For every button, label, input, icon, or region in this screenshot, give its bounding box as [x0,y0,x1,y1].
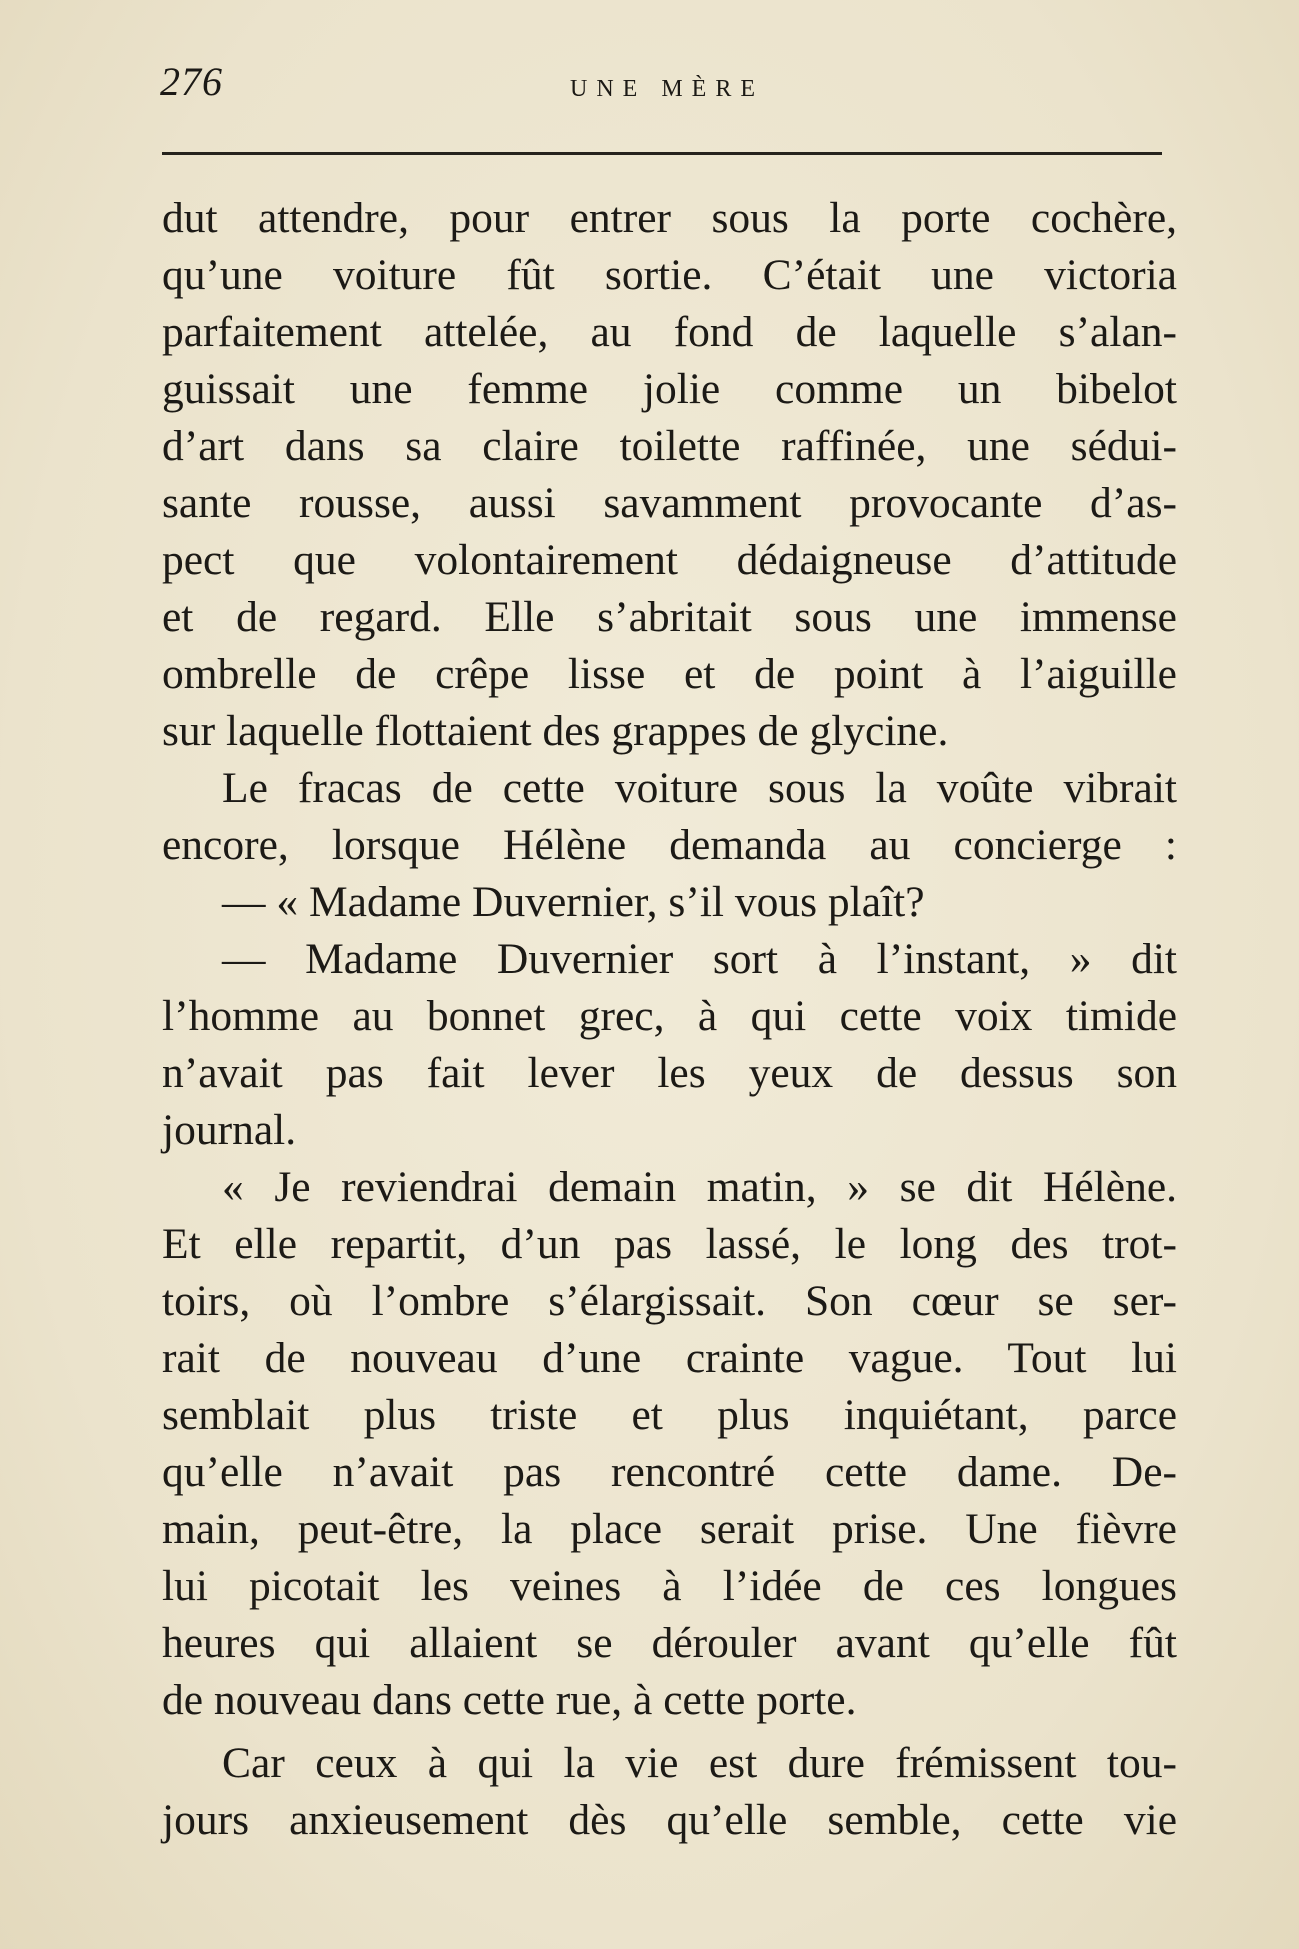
text-line: lui picotait les veines à l’idée de ces longues [162,1562,1177,1610]
text-line: sur laquelle flottaient des grappes de glycine. [162,707,949,755]
text-line: « Je reviendrai demain matin, » se dit Hélène. [222,1163,1177,1211]
text-line: qu’une voiture fût sortie. C’était une victoria [162,251,1177,299]
text-line: Et elle repartit, d’un pas lassé, le long des trot- [162,1220,1177,1268]
text-line: — Madame Duvernier sort à l’instant, » dit [222,935,1177,983]
page-header [160,58,1180,128]
text-line: ombrelle de crêpe lisse et de point à l’aiguille [162,650,1177,698]
text-line: rait de nouveau d’une crainte vague. Tout lui [162,1334,1177,1382]
text-line: dut attendre, pour entrer sous la porte cochère, [162,194,1177,242]
text-line: encore, lorsque Hélène demanda au concierge : [162,821,1177,869]
text-line: journal. [162,1106,297,1154]
body-text [162,190,1177,1849]
text-line: d’art dans sa claire toilette raffinée, une sédui- [162,422,1177,470]
text-line: pect que volontairement dédaigneuse d’attitude [162,536,1177,584]
text-line: de nouveau dans cette rue, à cette porte. [162,1676,857,1724]
header-rule [162,152,1162,155]
text-line: toirs, où l’ombre s’élargissait. Son cœur se ser- [162,1277,1177,1325]
text-line: guissait une femme jolie comme un bibelot [162,365,1177,413]
running-title: UNE MÈRE [570,76,764,102]
text-line: semblait plus triste et plus inquiétant, parce [162,1391,1177,1439]
text-line: main, peut-être, la place serait prise. Une fièvre [162,1505,1177,1553]
text-line: qu’elle n’avait pas rencontré cette dame. De- [162,1448,1177,1496]
text-line: jours anxieusement dès qu’elle semble, cette vie [162,1796,1177,1844]
text-line: heures qui allaient se dérouler avant qu’elle fût [162,1619,1177,1667]
text-line: Car ceux à qui la vie est dure frémissent tou- [222,1739,1177,1787]
page-number: 276 [160,59,223,104]
text-line: sante rousse, aussi savamment provocante d’as- [162,479,1177,527]
text-line: — « Madame Duvernier, s’il vous plaît? [222,878,925,926]
text-line: et de regard. Elle s’abritait sous une immense [162,593,1177,641]
text-line: parfaitement attelée, au fond de laquelle s’alan- [162,308,1177,356]
text-line: l’homme au bonnet grec, à qui cette voix timide [162,992,1177,1040]
text-line: Le fracas de cette voiture sous la voûte vibrait [222,764,1177,812]
text-line: n’avait pas fait lever les yeux de dessus son [162,1049,1177,1097]
